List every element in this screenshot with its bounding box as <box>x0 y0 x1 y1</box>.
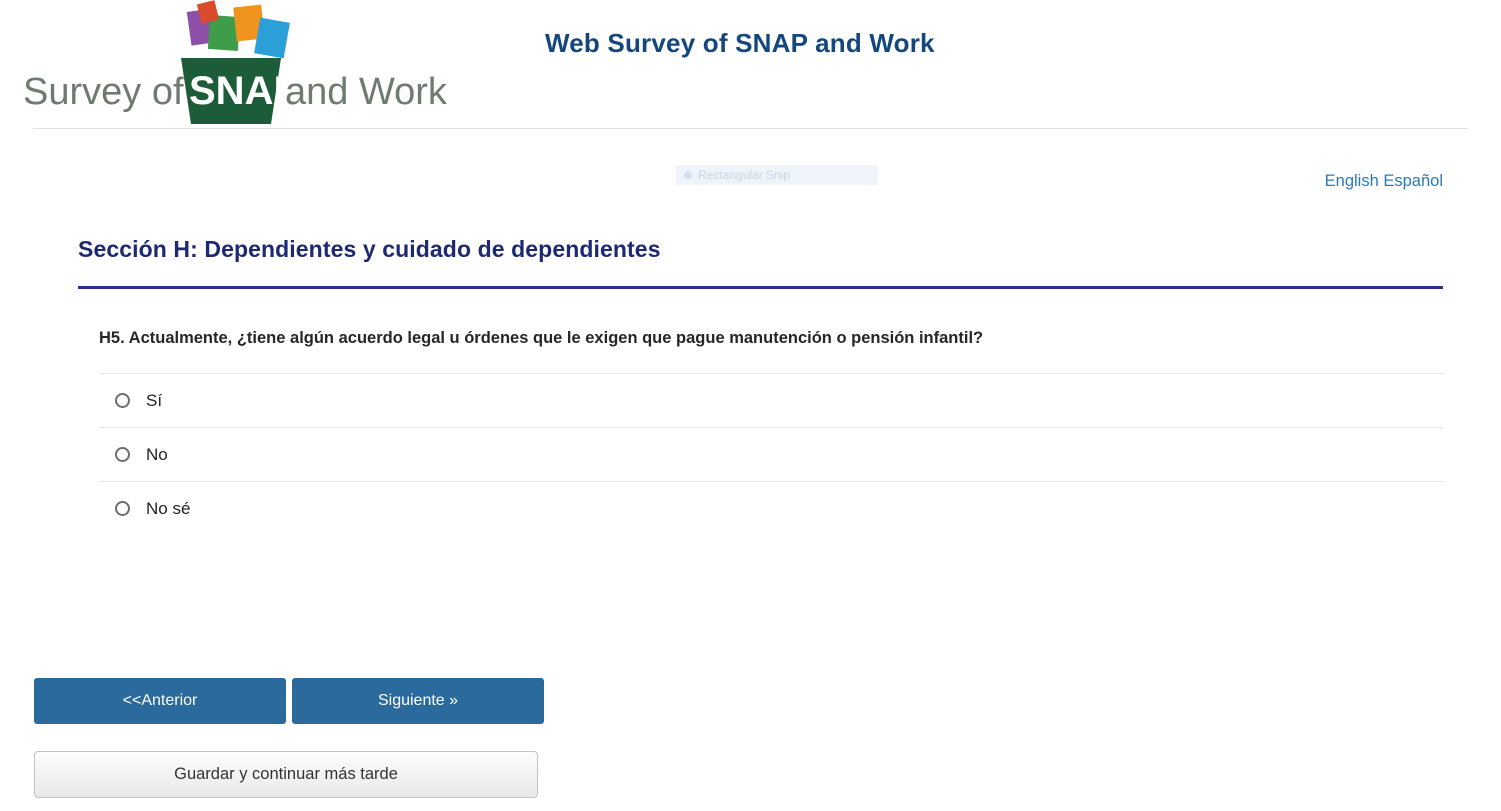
svg-text:and Work: and Work <box>285 71 447 113</box>
answer-options <box>99 373 1443 535</box>
language-selector <box>1325 172 1443 191</box>
snip-artifact-label: Rectangular Snip <box>698 168 791 182</box>
section-heading: Sección H: Dependientes y cuidado de dependientes <box>78 236 661 262</box>
snip-dot-icon <box>684 171 692 179</box>
page-title: Web Survey of SNAP and Work <box>545 28 935 58</box>
svg-text:SNAP: SNAP <box>189 69 301 113</box>
previous-button[interactable]: <<Anterior <box>34 678 286 724</box>
rectangular-snip-artifact <box>676 165 878 185</box>
logo-graphic <box>13 0 463 128</box>
radio-button-icon[interactable] <box>115 447 130 462</box>
option-label: No sé <box>146 498 191 518</box>
option-row-dont-know[interactable] <box>99 482 1443 535</box>
radio-button-icon[interactable] <box>115 393 130 408</box>
save-and-continue-later-button[interactable]: Guardar y continuar más tarde <box>34 751 538 798</box>
main-content <box>0 236 1501 535</box>
radio-button-icon[interactable] <box>115 501 130 516</box>
section-divider <box>78 286 1443 289</box>
option-label: No <box>146 444 168 464</box>
language-link-spanish[interactable]: Español <box>1383 172 1443 190</box>
option-row-no[interactable] <box>99 428 1443 482</box>
question-text: H5. Actualmente, ¿tiene algún acuerdo legal u órdenes que le exigen que pague manutención o pensión infantil? <box>99 329 984 347</box>
svg-text:Survey of: Survey of <box>23 71 184 113</box>
next-button[interactable]: Siguiente » <box>292 678 544 724</box>
survey-logo <box>13 0 463 128</box>
option-row-yes[interactable] <box>99 374 1443 428</box>
language-link-english[interactable]: English <box>1324 172 1379 190</box>
navigation-buttons <box>34 678 544 724</box>
option-label: Sí <box>146 390 163 410</box>
page-header <box>23 0 1468 129</box>
